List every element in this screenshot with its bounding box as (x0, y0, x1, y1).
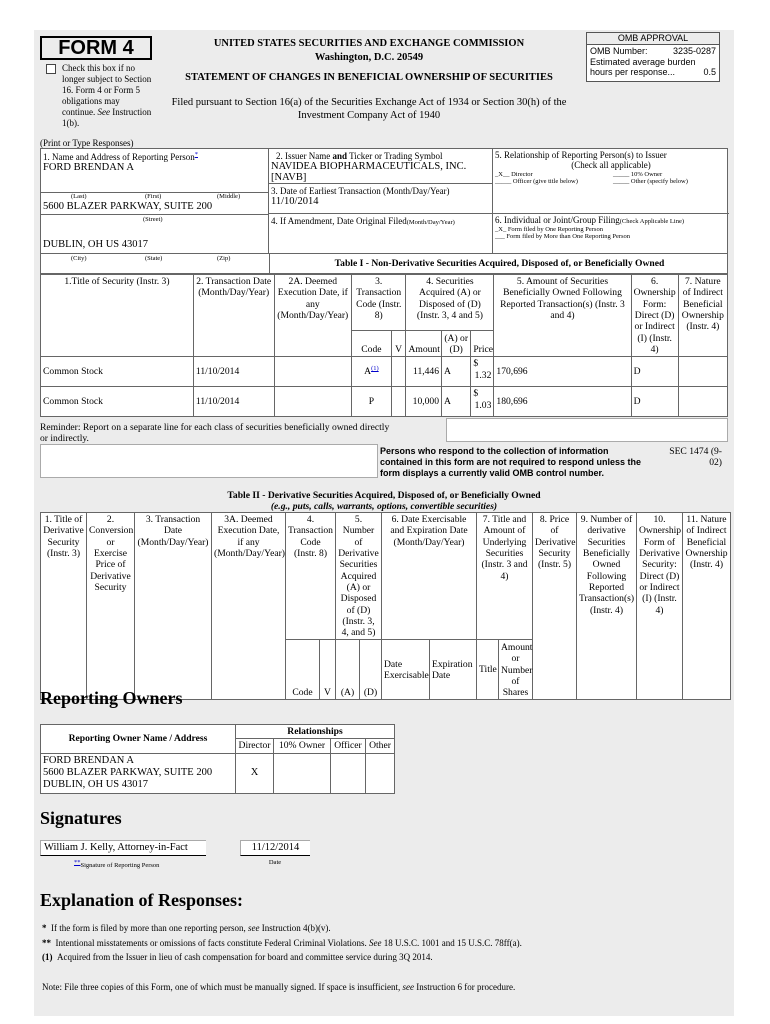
footnote-link[interactable]: (1) (371, 365, 379, 373)
note-file-copies: Note: File three copies of this Form, one of which must be manually signed. If space is insufficient, see Instruction 6 for procedure. (42, 982, 516, 992)
omb-number-label: OMB Number: (590, 46, 648, 56)
print-type-note: (Print or Type Responses) (40, 138, 134, 148)
reporting-owners-table (40, 724, 395, 794)
t2-sub-amount: Amount or Number of Shares (499, 640, 533, 700)
section16-checkbox[interactable] (46, 64, 60, 76)
box1-footnote-mark[interactable]: * (194, 151, 198, 158)
t1-sub-code: Code (352, 331, 392, 357)
agency-name: UNITED STATES SECURITIES AND EXCHANGE COMMISSION (213, 38, 525, 49)
omb-hours-value: 0.5 (703, 67, 716, 77)
t2-sub-v: V (320, 640, 336, 700)
persons-notice: Persons who respond to the collection of information contained in this form are not required to respond unless the form displays a currently valid OMB control number. (380, 446, 642, 478)
box3-earliest-transaction (269, 184, 493, 214)
box4-amendment (269, 214, 493, 254)
t2-h-underlying: 7. Title and Amount of Underlying Securities (Instr. 3 and 4) (477, 513, 533, 640)
t1-amount: 10,000 (406, 387, 442, 417)
t2-h-price: 8. Price of Derivative Security (Instr. 5) (533, 513, 577, 700)
owner-director: X (236, 753, 274, 793)
t1-sub-aord: (A) or (D) (442, 331, 471, 357)
t1-h-date: 2. Transaction Date (Month/Day/Year) (193, 275, 274, 357)
t1-aord: A (442, 387, 471, 417)
t1-h-title: 1.Title of Security (Instr. 3) (41, 275, 194, 357)
last-label: (Last) (71, 193, 87, 200)
t1-deemed (274, 387, 351, 417)
director-check[interactable]: _X__ Director (495, 171, 533, 178)
t1-date: 11/10/2014 (193, 387, 274, 417)
box6-label: 6. Individual or Joint/Group Filing (495, 215, 620, 225)
t1-nature (678, 387, 727, 417)
table-row (41, 357, 728, 387)
box5-relationship (493, 149, 729, 214)
t2-sub-d: (D) (360, 640, 382, 700)
box2-label-and: and (332, 151, 347, 161)
omb-hours-label: hours per response... (590, 67, 676, 77)
agency-location: Washington, D.C. 20549 (314, 52, 424, 63)
t2-h-date: 3. Transaction Date (Month/Day/Year) (135, 513, 212, 700)
t1-owned: 170,696 (494, 357, 631, 387)
t1-h-form: 6. Ownership Form: Direct (D) or Indirect (I) (Instr. 4) (631, 275, 678, 357)
t2-sub-a: (A) (336, 640, 360, 700)
t2-h-code: 4. Transaction Code (Instr. 8) (286, 513, 336, 640)
signature-label: **Signature of Reporting Person (74, 859, 160, 870)
owners-col-10: 10% Owner (274, 739, 331, 753)
date-label: Date (268, 859, 282, 866)
reminder-box-left (40, 444, 378, 478)
t1-code: P (352, 387, 392, 417)
box4-sub: (Month/Day/Year) (406, 219, 455, 226)
t2-sub-code: Code (286, 640, 320, 700)
t2-h-title: 1. Title of Derivative Security (Instr. 3) (41, 513, 87, 700)
footnote-1: (1) Acquired from the Issuer in lieu of cash compensation for board and committee service during 3Q 2014. (42, 952, 433, 962)
table2-title: Table II - Derivative Securities Acquired, Disposed of, or Beneficially Owned (227, 490, 541, 501)
signature-date-box: 11/12/2014 (240, 840, 310, 856)
other-check[interactable]: _____ Other (specify below) (613, 178, 688, 185)
ticker-symbol: [NAVB] (271, 172, 307, 183)
owner-10 (274, 753, 331, 793)
reporting-person-section (40, 148, 728, 254)
reporting-person-street: 5600 BLAZER PARKWAY, SUITE 200 (43, 201, 213, 212)
table1-title: Table I - Non-Derivative Securities Acquired, Disposed of, or Beneficially Owned (334, 258, 665, 269)
table-row (41, 387, 728, 417)
t1-h-owned: 5. Amount of Securities Beneficially Owned Following Reported Transaction(s) (Instr. 3 and 4) (494, 275, 631, 357)
t1-sub-amount: Amount (406, 331, 442, 357)
checkbox-label: Check this box if no longer subject to Section 16. Form 4 or Form 5 obligations may continue. See Instruction 1(b). (62, 63, 152, 128)
t2-sub-title: Title (477, 640, 499, 700)
owners-col-other: Other (366, 739, 395, 753)
t1-v (391, 387, 406, 417)
box5-sub: (Check all applicable) (571, 160, 651, 170)
sec-number: SEC 1474 (9-02) (669, 446, 722, 468)
note-multiple-filers: * If the form is filed by more than one reporting person, see Instruction 4(b)(v). (42, 923, 331, 933)
zip-label: (Zip) (217, 255, 231, 262)
t1-h-code: 3. Transaction Code (Instr. 8) (352, 275, 406, 331)
signature-box: William J. Kelly, Attorney-in-Fact (40, 840, 206, 856)
t2-h-deemed: 3A. Deemed Execution Date, if any (Month/Day/Year) (212, 513, 286, 700)
box2-label-post: Ticker or Trading Symbol (349, 151, 443, 161)
box5-label: 5. Relationship of Reporting Person(s) to Issuer (495, 150, 667, 160)
t1-code: A$^{(1)}$ (352, 357, 392, 387)
t1-form: D (631, 357, 678, 387)
t1-amount: 11,446 (406, 357, 442, 387)
form-title: FORM 4 (40, 36, 152, 60)
first-label: (First) (145, 193, 162, 200)
explanation-heading: Explanation of Responses: (40, 890, 244, 910)
owner-other (366, 753, 395, 793)
table1-title-strip (40, 254, 728, 274)
filed-pursuant-line2: Investment Company Act of 1940 (297, 110, 441, 121)
middle-label: (Middle) (217, 193, 241, 200)
t1-sub-v: V (391, 331, 406, 357)
reporting-person-city: DUBLIN, OH US 43017 (43, 239, 148, 250)
box2-issuer (269, 149, 493, 184)
street-label: (Street) (143, 216, 163, 223)
t1-v (391, 357, 406, 387)
omb-number-value: 3235-0287 (672, 46, 716, 56)
state-label: (State) (145, 255, 163, 262)
form-page (34, 30, 734, 1016)
box6-sub: (Check Applicable Line) (619, 218, 685, 225)
one-person-filing[interactable]: _X_ Form filed by One Reporting Person (495, 226, 603, 233)
t1-price: $ 1.03 (471, 387, 494, 417)
t1-aord: A (442, 357, 471, 387)
owners-col-name: Reporting Owner Name / Address (41, 725, 236, 754)
omb-burden-label: Estimated average burden (590, 56, 696, 67)
statement-title: STATEMENT OF CHANGES IN BENEFICIAL OWNERSHIP OF SECURITIES (185, 72, 553, 83)
t2-h-owned: 9. Number of derivative Securities Beneficially Owned Following Reported Transaction(s) (Instr. 4) (577, 513, 637, 700)
owner-name-address: FORD BRENDAN A 5600 BLAZER PARKWAY, SUITE 200 DUBLIN, OH US 43017 (41, 753, 236, 793)
officer-check[interactable]: _____ Officer (give title below) (495, 178, 578, 185)
box3-label: 3. Date of Earliest Transaction (Month/Day/Year) (271, 186, 450, 196)
t1-nature (678, 357, 727, 387)
t2-h-conversion: 2. Conversion or Exercise Price of Derivative Security (87, 513, 135, 700)
t1-price: $ 1.32 (471, 357, 494, 387)
filed-pursuant-line1: Filed pursuant to Section 16(a) of the Securities Exchange Act of 1934 or Section 30(h) of the (171, 97, 567, 108)
t2-h-number: 5. Number of Derivative Securities Acquired (A) or Disposed of (D) (Instr. 3, 4, and 5) (336, 513, 382, 640)
t2-sub-expiration: Expiration Date (430, 640, 477, 700)
box6-filing-type (493, 214, 729, 254)
box2-label-pre: 2. Issuer Name (276, 151, 331, 161)
t2-h-exercisable: 6. Date Exercisable and Expiration Date (Month/Day/Year) (382, 513, 477, 640)
t1-security: Common Stock (41, 387, 194, 417)
t1-security: Common Stock (41, 357, 194, 387)
signatures-heading: Signatures (40, 808, 122, 828)
omb-approval-box (586, 32, 720, 82)
omb-title: OMB APPROVAL (587, 33, 719, 45)
multi-person-filing[interactable]: ___ Form filed by More than One Reporting Person (495, 233, 631, 240)
table1-non-derivative (40, 274, 728, 417)
owners-col-officer: Officer (331, 739, 366, 753)
table2-derivative (40, 512, 731, 700)
t1-date: 11/10/2014 (193, 357, 274, 387)
table-row (41, 753, 395, 793)
owners-col-rel: Relationships (236, 725, 395, 739)
t1-sub-price: Price (471, 331, 494, 357)
box1-reporting-person (41, 149, 269, 254)
reporting-owners-heading: Reporting Owners (40, 688, 183, 708)
t1-form: D (631, 387, 678, 417)
box4-label: 4. If Amendment, Date Original Filed (271, 216, 407, 226)
t2-sub-exercisable: Date Exercisable (382, 640, 430, 700)
reminder-box-right (446, 418, 728, 442)
t2-h-nature: 11. Nature of Indirect Beneficial Ownership (Instr. 4) (683, 513, 731, 700)
t1-h-acquired: 4. Securities Acquired (A) or Disposed of (D) (Instr. 3, 4 and 5) (406, 275, 494, 331)
reporting-person-name: FORD BRENDAN A (43, 162, 135, 173)
owners-col-director: Director (236, 739, 274, 753)
t1-deemed (274, 357, 351, 387)
city-label: (City) (71, 255, 87, 262)
box1-label: 1. Name and Address of Reporting Person (43, 152, 195, 162)
earliest-transaction-date: 11/10/2014 (271, 196, 319, 207)
ten-percent-owner-check[interactable]: _____ 10% Owner (613, 171, 663, 178)
t1-h-deemed: 2A. Deemed Execution Date, if any (Month/Day/Year) (274, 275, 351, 357)
sig-footnote-mark[interactable]: ** (74, 859, 81, 866)
owner-officer (331, 753, 366, 793)
issuer-name: NAVIDEA BIOPHARMACEUTICALS, INC. (271, 161, 467, 172)
note-misstatements: ** Intentional misstatements or omissions of facts constitute Federal Criminal Violations. See 18 U.S.C. 1001 and 15 U.S.C. 78ff(a). (42, 938, 522, 948)
t1-h-nature: 7. Nature of Indirect Beneficial Ownership (Instr. 4) (678, 275, 727, 357)
t2-h-form: 10. Ownership Form of Derivative Security: Direct (D) or Indirect (I) (Instr. 4) (637, 513, 683, 700)
t1-owned: 180,696 (494, 387, 631, 417)
reminder-text: Reminder: Report on a separate line for each class of securities beneficially owned directly or indirectly. (40, 422, 390, 444)
table2-subtitle: (e.g., puts, calls, warrants, options, convertible securities) (270, 501, 498, 512)
